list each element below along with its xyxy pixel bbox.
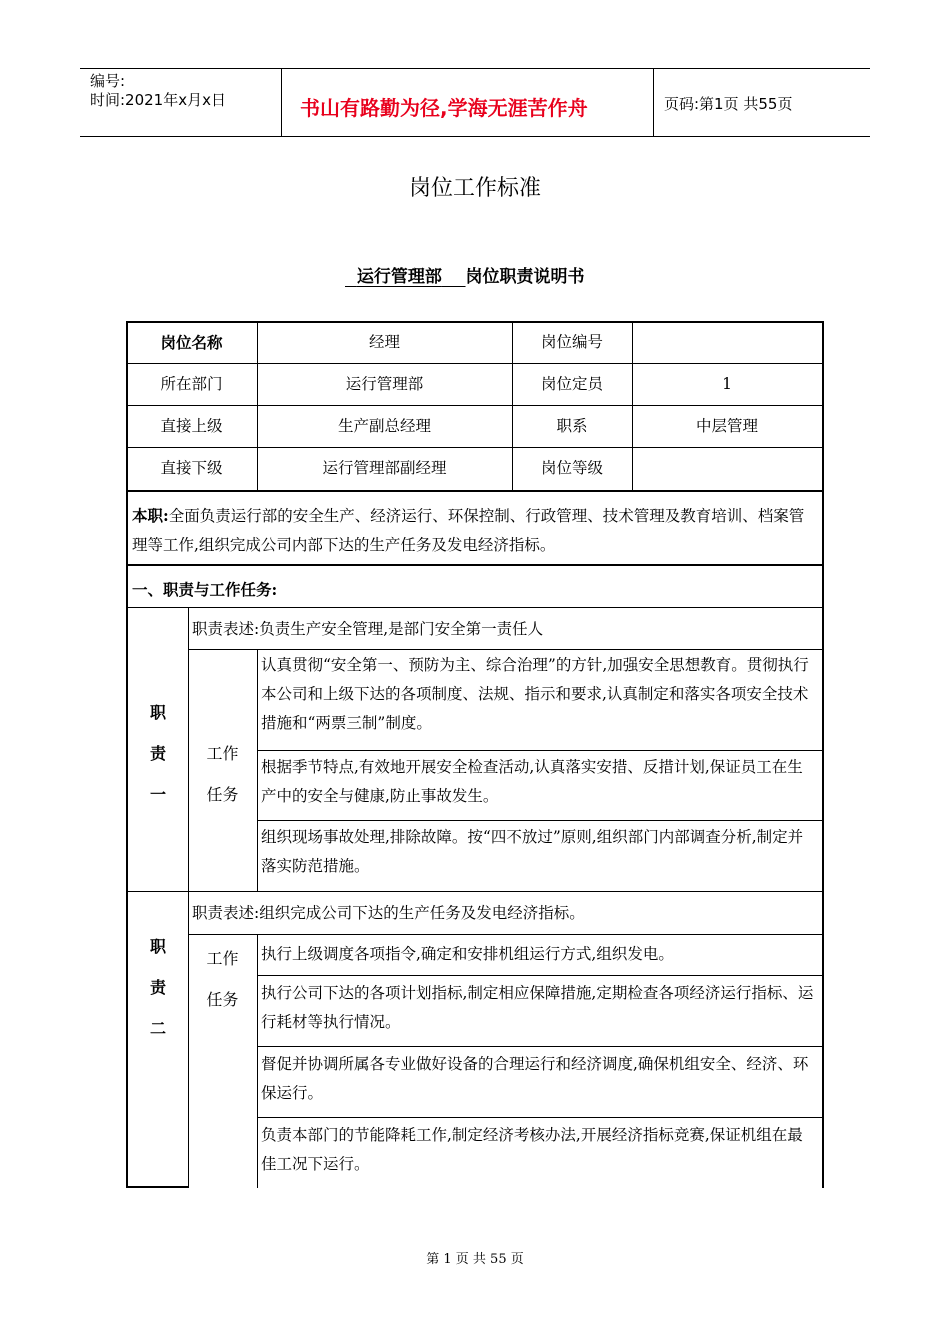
work-label-line: 任务 [206, 785, 239, 804]
duty-2-task-2: 执行公司下达的各项计划指标,制定相应保障措施,定期检查各项经济运行指标、运行耗材等执行情况。 [261, 984, 814, 1031]
benzhi-label: 本职: [132, 506, 169, 525]
duty-1-task-1: 认真贯彻“安全第一、预防为主、综合治理”的方针,加强安全思想教育。贯彻执行本公司和上级下达的各项制度、法规、指示和要求,认真制定和落实各项安全技术措施和“两票三制”制度。 [261, 656, 809, 732]
duty-label-char: 职 [149, 703, 166, 722]
header-bottom-line [80, 136, 870, 137]
info-value [632, 321, 822, 363]
grid-line [257, 975, 822, 976]
work-label-line: 任务 [206, 990, 239, 1009]
page-footer: 第 1 页 共 55 页 [426, 1252, 524, 1267]
grid-line [257, 1046, 822, 1047]
benzhi-block [128, 501, 820, 560]
code-label: 编号: [90, 72, 126, 90]
duty-1-task-2: 根据季节特点,有效地开展安全检查活动,认真落实安措、反措计划,保证员工在生产中的安全与健康,防止事故发生。 [261, 758, 803, 805]
info-value [632, 447, 822, 490]
subtitle-department: 运行管理部 [356, 267, 442, 287]
subtitle [345, 262, 585, 287]
info-label: 岗位名称 [160, 332, 223, 352]
table-border [822, 321, 824, 1188]
subtitle-doc-name: 岗位职责说明书 [465, 267, 585, 287]
info-label: 岗位定员 [540, 374, 603, 393]
info-value: 1 [722, 374, 732, 393]
section-title: 一、职责与工作任务: [132, 580, 278, 599]
duty-2-work-label [188, 938, 257, 1020]
job-description-table [126, 321, 824, 1188]
grid-line [257, 750, 822, 751]
duty-label-char: 一 [149, 785, 166, 804]
grid-line [126, 490, 824, 492]
page-info: 页码:第1页 共55页 [664, 95, 793, 113]
info-value: 运行管理部 [345, 374, 424, 393]
header-top-line [80, 68, 870, 69]
work-label-line: 工作 [206, 949, 239, 968]
info-label: 岗位等级 [540, 459, 603, 477]
duty-2-label [128, 926, 188, 1049]
duty-label-char: 职 [149, 937, 166, 956]
info-label: 直接下级 [160, 459, 223, 477]
header-motto: 书山有路勤为径,学海无涯苦作舟 [300, 96, 588, 120]
benzhi-text: 全面负责运行部的安全生产、经济运行、环保控制、行政管理、技术管理及教育培训、档案管理等工作,组织完成公司内部下达的生产任务及发电经济指标。 [132, 507, 805, 554]
duty-2-task-1: 执行上级调度各项指令,确定和安排机组运行方式,组织发电。 [261, 945, 674, 963]
info-label: 直接上级 [160, 416, 223, 435]
grid-line [126, 564, 824, 566]
duty-2 [126, 891, 820, 1188]
grid-line [257, 1117, 822, 1118]
info-value: 经理 [368, 332, 400, 351]
info-label: 职系 [556, 416, 588, 435]
duty-2-statement: 职责表述:组织完成公司下达的生产任务及发电经济指标。 [192, 904, 585, 922]
duty-2-task-3: 督促并协调所属各专业做好设备的合理运行和经济调度,确保机组安全、经济、环保运行。 [261, 1055, 809, 1102]
page-title: 岗位工作标准 [408, 176, 541, 201]
duty-1-statement: 职责表述:负责生产安全管理,是部门安全第一责任人 [192, 620, 544, 638]
duty-2-task-4: 负责本部门的节能降耗工作,制定经济考核办法,开展经济指标竞赛,保证机组在最佳工况下运行。 [261, 1126, 803, 1173]
grid-line [188, 649, 822, 650]
grid-line [126, 1186, 189, 1188]
info-label: 岗位编号 [540, 332, 603, 351]
duty-label-char: 二 [149, 1019, 166, 1038]
duty-1-task-3: 组织现场事故处理,排除故障。按“四不放过”原则,组织部门内部调查分析,制定并落实防范措施。 [261, 828, 804, 875]
info-value: 生产副总经理 [337, 416, 431, 435]
work-label-line: 工作 [206, 744, 239, 763]
duty-label-char: 责 [149, 978, 166, 997]
duty-1-work-label [188, 733, 257, 815]
header-divider [653, 68, 654, 136]
header-divider [281, 68, 282, 136]
grid-line [188, 934, 822, 935]
grid-line [257, 820, 822, 821]
info-value: 运行管理部副经理 [322, 459, 447, 477]
duty-1 [126, 607, 820, 891]
info-label: 所在部门 [160, 374, 223, 393]
duty-label-char: 责 [149, 744, 166, 763]
time-label: 时间:2021年x月x日 [90, 91, 226, 109]
info-value: 中层管理 [695, 416, 758, 435]
duty-1-label [128, 692, 188, 815]
grid-line [188, 891, 189, 1188]
